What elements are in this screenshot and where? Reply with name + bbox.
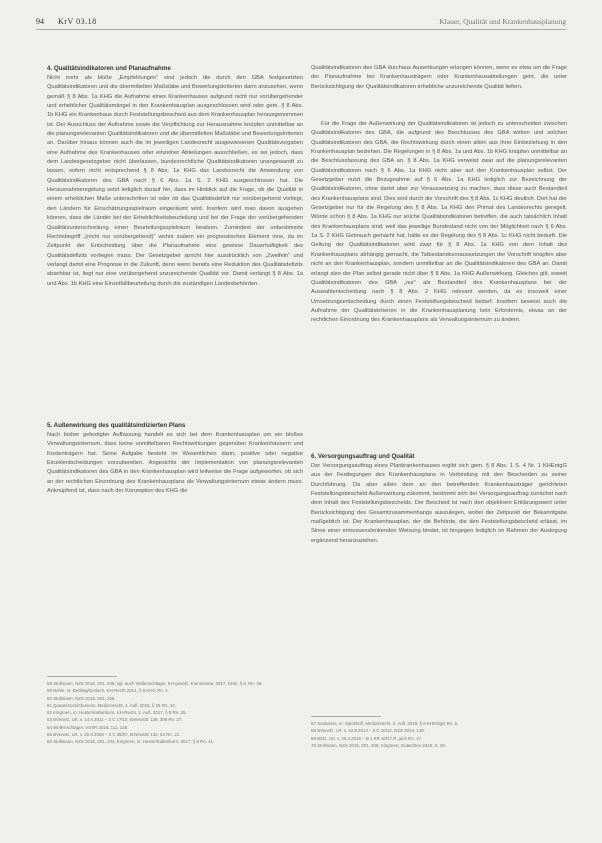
section-heading: 5. Außenwirkung des qualitätsindizierten Plans	[47, 422, 186, 429]
journal-name: KrV 03.18	[58, 17, 97, 26]
paragraph: Nicht mehr als bloße „Empfehlungen“ sind jedoch die durch den GBA festgesetzten Qualitätsindikatoren und die übermittelten Maßstäbe und Bewertungskriterien dann anzusehen, wenn gemäß § 8 Abs. 1a KHG die Aufnahme eines Krankenhauses aufgrund nicht nur vorübergehender und erheblicher Qualitätsmängel in den Krankenhausplan ausgeschlossen wird oder gem. § 8 Abs. 1b KHG ein Krankenhaus durch Feststellungsbescheid aus dem Krankenhausplan herausgenommen ist. Der Ausschluss der Aufnahme sowie die Verpflichtung zur Herausnahme knüpfen unmittelbar an die planungsrelevanten Qualitätsindikatoren und die übermittelten Maßstäbe und Bewertungskriterien an. Darüber hinaus können auch die im jeweiligen Landesrecht ausgewiesenen Qualitätsvorgaben eine Aufnahme des Krankenhauses oder einzelner Abteilungen ausschließen, es sei jedoch, dass dem Landesgesetzgeber nicht überlassen, bundesrechtliche Qualitätsindikatoren unangewandt zu lassen, sofern nicht entsprechend § 8 Abs. 1a KHG das Landesrecht die Anwendung von Qualitätsindikatoren des GBA nach § 6 Abs. 1a S. 2 KHG ausgeschlossen hat. Die Herausnahmeregelung setzt lediglich darauf hin, dass im Hinblick auf die Frage, ob die Qualität in einem erheblichen Maße unterschritten ist oder ob das Qualitätsdefizit nur vorübergehend vorliegt, den Ländern für Einschätzungsspielraum eingeräumt wird. Insofern wird man davon ausgehen können, dass die Länder bei der Erheblichkeitsbeurteilung und bei der Frage der vorübergehenden Qualitätsunterschreitung einen Beurteilungsspielraum besitzen. Zumindest der unbestimmte Rechtsbegriff „(nicht nur vorübergehend)“ wohnt zudem ein prognostisches Element inne, da im Zeitpunkt der Entscheidung über die Planaufnahme eine gewisse Dauerhaftigkeit des Qualitätsdefizits vorliegen muss. Der Gesetzgeber spricht hier ausdrücklich von „Zweifeln“ und verlangt damit eine Prognose in die Zukunft, denn wenn bereits eine Reduktion des Qualitätsdefizits absehbar ist, liegt nur eine vorübergehend unzureichende Qualität vor. Damit verlangt § 8 Abs. 1a und Abs. 1b KHG eine Einzelfallbeurteilung durch die zuständigen Landesbehörden.	[47, 75, 303, 287]
footnote: 68 BVerwG, Urt. v. 12.9.2013 – 3 C 10/12, NZS 2014, 149.	[311, 728, 425, 734]
section-heading: 4. Qualitätsindikatoren und Planaufnahme	[47, 65, 171, 72]
running-title: Klauer, Qualität und Krankenhausplanung	[439, 17, 566, 26]
footnote: 63 BVerwG, Urt. v. 14.4.2011 – 3 C 17/10, BVerwGE 139, 309 Rn. 27.	[47, 717, 183, 723]
footnote: 69 BSG, Urt. v. 26.4.2018 – B 1 KR 10/17 R, juris Rn. 17.	[311, 735, 423, 741]
footnote: 62 Kingreen, in: Huster/Kaltenborn, KH-Recht, 2. Aufl. 2017, § 8 Rn. 25.	[47, 710, 187, 716]
footnote: 58 Stollmann, NZS 2016, 201, 205; vgl. auch Wollenschläger, KH-gesetz. Kommentar, 2017, KHG, § 8, Rn. 49.	[47, 681, 263, 686]
footnote: 70 Stollmann, NZS 2016, 201, 206; Kingreen, Gutachten 2018, S. 30.	[311, 742, 446, 748]
section-4	[47, 64, 303, 407]
footnotes-left	[47, 676, 303, 746]
section-continued-2	[311, 120, 567, 438]
footnote: 64 Wollenschläger, VSSR 2018, 111, 128.	[47, 724, 129, 730]
footnote: 59 Bohle, in: Dettling/Gerlach, KH-Recht 2014, § 8 KHG Rn. 1.	[47, 688, 169, 694]
footnote: 66 Stollmann, NZS 2016, 201, 204; Kingreen, in: Huster/Kaltenborn, 2017, § 8 Rn. 41.	[47, 739, 215, 745]
paragraph: Nach bisher gefestigter Auffassung handelt es sich bei dem Krankenhausplan um ein bloßes Verwaltungsinternum, dass keine unmittelbaren Rechtswirkungen gegenüber Krankenhäusern und Kostenträgern hat. Seine Aufgabe besteht im Wesentlichen darin, positive oder negative Einzelentscheidungen vorzubereiten. Angesichts der Implementation von planungsrelevanten Qualitätsindikatoren des GBA in den Krankenhausplan wird teilweise die Frage aufgeworfen, ob sich an der rechtlichen Einordnung des Krankenhausplans als Verwaltungsinternum etwas ändern muss. Anknüpfend ist, dass nach der Konzeption des KHG die	[47, 432, 303, 495]
footnote: 67 Szabados, in: Spickhoff, Medizinrecht, 3. Aufl. 2018, § 8 KHEntgG Rn. 5.	[311, 721, 459, 726]
section-continued	[311, 64, 567, 120]
section-heading: 6. Versorgungsauftrag und Qualität	[311, 453, 415, 460]
section-5	[47, 421, 303, 562]
paragraph: Qualitätsindikatoren des GBA durchaus Auswirkungen erlangen können, wenn es etwa um die Frage der Planaufnahme bei Krankenhausträgern oder Krankenhausabteilungen geht, die unter Berücksichtigung der Qualitätsindikatoren erhebliche unzureichende Qualität liefern.	[311, 65, 567, 90]
paragraph: Für die Frage der Außenwirkung der Qualitätsindikatoren ist jedoch zu unterscheiden zwischen Qualitätsindikatoren des GBA, die aufgrund des Beschlusses des GBA wirken und solchen Qualitätsindikatoren des GBA, die Rechtswirkung durch einen allein aus ihrer Einbeziehung in den Krankenhausplan beziehen. Die Regelungen in § 8 Abs. 1a und Abs. 1b KHG knüpfen unmittelbar an die Beschlussfassung des GBA an. § 8 Abs. 1a KHG verweist zwar auf die planungsrelevanten Qualitätsindikatoren nach § 6 Abs. 1a KHG nicht aber auf den Krankenhausplan selbst. Der Gesetzgeber nutzt die Bezugnahme auf § 6 Abs. 1a KHG lediglich zur Bezeichnung der Qualitätsindikatoren, ohne damit aber zur Voraussetzung zu machen, dass diese auch Bestandteil des Krankenhausplans sind. Dies wird durch die Vorschrift des § 8 Abs. 1c KHG deutlich. Dort hat der Gesetzgeber nur für die Regelung des § 8 Abs. 1a KHG den Primat des Landesrechts geregelt. Würde schon § 8 Abs. 1a KHG nur solche Qualitätsindikatoren betreffen, die auch tatsächlich Inhalt des Krankenhausplans sind, weil das jeweilige Bundesland nicht von der Möglichkeit nach § 6 Abs. 1a S. 2 KHG Gebrauch gemacht hat, hätte es der Regelung des § 8 Abs. 1c KHG nicht bedurft. Die Geltung der Qualitätsindikatoren wird zwar für § 8 Abs. 1a KHG von dem Inhalt des Krankenhausplans abhängig gemacht, die Tatbestandsvoraussetzungen der Vorschrift knüpfen aber nicht an den Krankenhausplan, sondern unmittelbar an die Qualitätsindikatoren des GBA an. Damit erlangt also der Plan selbst gerade nicht über § 8 Abs. 1a KHG Außenwirkung. Gleiches gilt, soweit Qualitätsindikatoren des GBA „nur“ als Bestandteil des Krankenhausplans bei der Auswahlentscheidung nach § 8 Abs. 2 KHG relevant werden, da es insoweit einer Umsetzungsentscheidung durch einen Feststellungsbescheid bedarf. Insofern beweist auch die Aufnahme der Qualitätskriterien in die Krankenhausplanung kein Erfordernis, etwas an der rechtlichen Einordnung des Krankenhausplans als Verwaltungsinternum zu ändern.	[311, 121, 567, 324]
footnotes-right	[311, 716, 567, 749]
footnote: 60 Stollmann, NZS 2016, 201, 205.	[47, 695, 116, 701]
footnote: 61 Quaas/Zuck/Clemens, Medizinrecht, 4. Aufl. 2018, § 25 Rn. 43.	[47, 702, 176, 708]
section-6	[311, 452, 567, 630]
footnote-rule	[311, 716, 381, 717]
paragraph: Der Versorgungsauftrag eines Plankrankenhauses ergibt sich gem. § 8 Abs. 1 S. 4 Nr. 1 KHEntgG aus der Festlegungen des Krankenhausplans in Verbindung mit den Bescheiden zu seiner Durchführung. Da aber allein dem an den betreffenden Krankenhausträger gerichteten Feststellungsbescheid Außenwirkung zukommt, bestimmt sich der Versorgungsauftrag zunächst nach dem Inhalt des Feststellungsbescheids. Der Bescheid ist nach den objektiven Erklärungswert unter Berücksichtigung des Gesamtzusammenhangs auszulegen, wobei der Zeitpunkt der Bekanntgabe maßgeblich ist. Der Krankenhausplan, der die Behörde, die den Feststellungsbescheid erlässt, im Sinne einer ermessenslenkenden Weisung bindet, ist hingegen lediglich im Rahmen der Auslegung ergänzend heranzuziehen.	[311, 463, 567, 544]
page-header	[36, 17, 566, 35]
page-number: 94	[36, 17, 44, 26]
right-column	[311, 64, 567, 644]
footnote-rule	[47, 676, 117, 677]
footnote: 65 BVerwG, Urt. v. 25.9.2008 – 3 C 35/07, BVerwGE 132, 64 Rn. 21.	[47, 732, 181, 738]
header-rule	[36, 29, 566, 30]
left-column	[47, 64, 303, 576]
